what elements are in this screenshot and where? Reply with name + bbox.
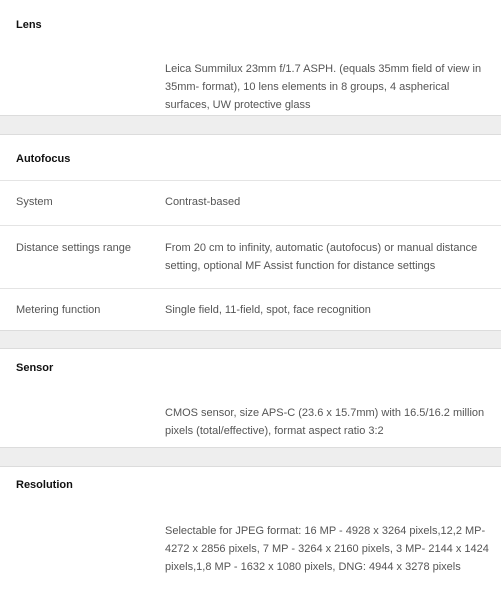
spec-row-system: [0, 180, 501, 225]
autofocus-section-title: Autofocus: [16, 153, 71, 165]
resolution-section-title: Resolution: [16, 479, 73, 491]
sensor-section-title: Sensor: [16, 362, 54, 374]
spec-label: Metering function: [16, 304, 101, 316]
spec-row-distance: [0, 225, 501, 288]
spec-value: Contrast-based: [165, 196, 241, 208]
spec-label: Distance settings range: [16, 242, 131, 254]
lens-value: Leica Summilux 23mm f/1.7 ASPH. (equals 35mm field of view in 35mm- format), 10 lens elements in 8 groups, 4 aspherical surfaces, UW protective glass: [165, 63, 482, 111]
resolution-section: [0, 466, 501, 600]
spec-label: System: [16, 196, 53, 208]
spec-value: From 20 cm to infinity, automatic (autofocus) or manual distance setting, optional MF Assist function for distance settings: [165, 242, 478, 272]
spec-value: Single field, 11-field, spot, face recognition: [165, 304, 371, 316]
resolution-value: Selectable for JPEG format: 16 MP - 4928 x 3264 pixels,12,2 MP- 4272 x 2856 pixels, 7 MP - 3264 x 2160 pixels, 3 MP- 2144 x 1424 pixels,1,8 MP - 1632 x 1080 pixels, DNG: 4944 x 3278 pixels: [165, 525, 489, 573]
autofocus-section: [0, 134, 501, 331]
sensor-value: CMOS sensor, size APS-C (23.6 x 15.7mm) with 16.5/16.2 million pixels (total/effective), format aspect ratio 3:2: [165, 407, 485, 437]
spec-row-metering: [0, 288, 501, 331]
lens-section-title: Lens: [16, 19, 42, 31]
lens-section: [0, 0, 501, 116]
sensor-section: [0, 348, 501, 448]
